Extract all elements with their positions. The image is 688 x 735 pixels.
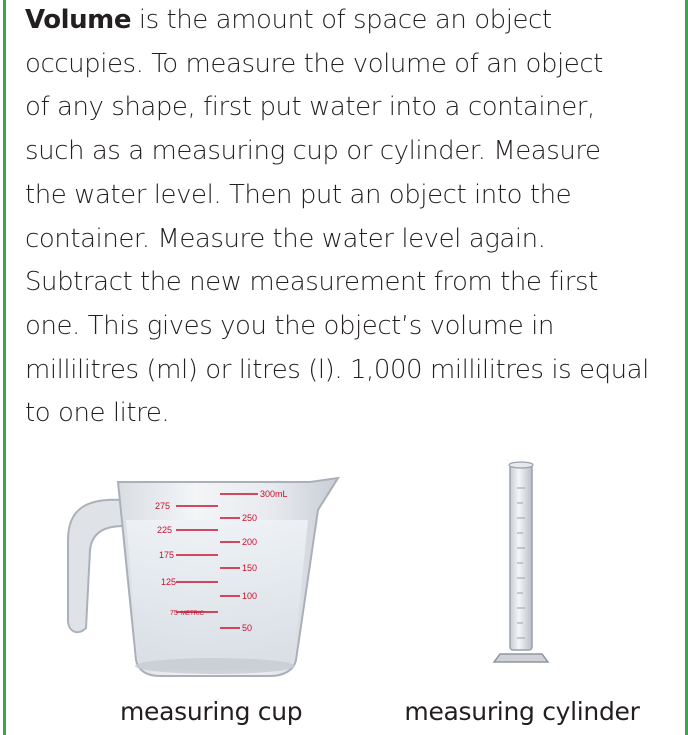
volume-term: Volume	[25, 5, 132, 35]
paragraph-line: container. Measure the water level again.	[25, 223, 546, 254]
cup-label: 75	[170, 610, 178, 617]
measuring-cup-image	[60, 470, 350, 685]
paragraph-line: Volume is the amount of space an object	[25, 5, 552, 35]
measuring-cup-caption: measuring cup	[120, 697, 303, 726]
paragraph-line: one. This gives you the object’s volume in	[25, 310, 554, 341]
volume-paragraph	[25, 0, 675, 436]
cup-label: 125	[161, 577, 177, 587]
cup-metric-label: METRIC	[181, 611, 204, 617]
cup-label: 175	[159, 550, 175, 560]
cup-label: 275	[155, 501, 171, 511]
cup-label: 300mL	[260, 489, 288, 499]
measuring-cylinder-image	[490, 458, 560, 668]
paragraph-line: the water level. Then put an object into the	[25, 179, 572, 210]
paragraph-line: occupies. To measure the volume of an object	[25, 48, 603, 79]
paragraph-line: Subtract the new measurement from the first	[25, 267, 598, 298]
measuring-cylinder-caption: measuring cylinder	[404, 697, 640, 726]
cup-label: 200	[242, 537, 258, 547]
paragraph-line: such as a measuring cup or cylinder. Measure	[25, 136, 601, 167]
left-border	[3, 0, 6, 735]
paragraph-line: millilitres (ml) or litres (l). 1,000 millilitres is equal	[25, 354, 649, 385]
cup-label: 250	[242, 513, 258, 523]
cup-label: 50	[242, 623, 253, 633]
paragraph-line: to one litre.	[25, 398, 170, 429]
cup-label: 100	[242, 591, 258, 601]
paragraph-line: of any shape, first put water into a container,	[25, 92, 595, 123]
cup-label: 150	[242, 563, 258, 573]
cup-label: 225	[157, 525, 173, 535]
